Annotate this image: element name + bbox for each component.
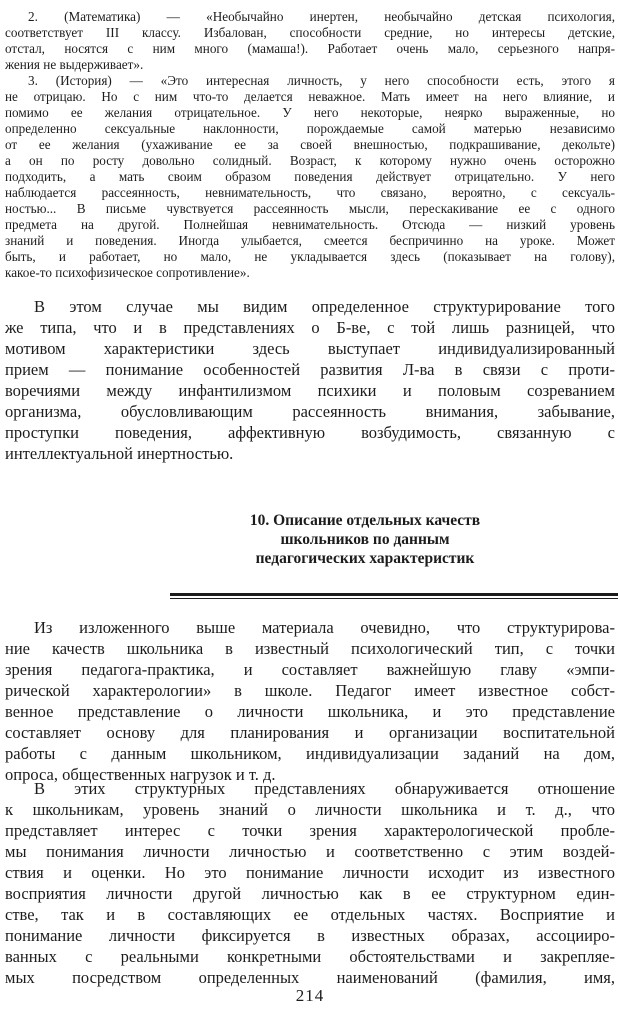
quote-line: 3. (История) — «Это интересная личность, у него способности есть, этого я [28,73,615,88]
quote-line: а он по росту довольно солидный. Возраст, к которому нужно очень осторожно [5,153,615,168]
quote-line: подходить, а мать своим образом поведения действует отрицательно. У него [5,169,615,184]
quote-line: наблюдается рассеянность, невнимательность, что связано, вероятно, с сексуаль- [5,185,615,200]
paragraph-line: понимание личности фиксируется в известных образах, ассоцииро- [5,926,615,945]
paragraph-line: рической характерологии» в школе. Педагог имеет известное собст- [5,681,615,700]
quote-line: от ее желания (ухаживание ее за своей внешностью, подкрашивание, декольте) [5,137,615,152]
quote-line: 2. (Математика) — «Необычайно инертен, необычайно детская психология, [28,9,615,24]
paragraph-line: прием — понимание особенностей развития Л-ва в связи с проти- [5,360,615,379]
quote-line: соответствует III классу. Избалован, способности средние, но интересы детские, [5,25,615,40]
paragraph-line: ствия и оценки. Но это понимание личности исходит из известного [5,863,615,882]
paragraph-line: интеллектуальной инертностью. [5,444,234,463]
quote-line: предмета на другой. Полнейшая невнимательность. Отсюда — низкий уровень [5,217,615,232]
heading-line: школьников по данным [280,531,450,548]
quote-line: отстал, носятся с ним много (мамаша!). Работает очень мало, серьезного напря- [5,41,615,56]
paragraph-line: зрения педагога-практика, и составляет важнейшую главу «эмпи- [5,660,615,679]
paragraph-line: В этих структурных представлениях обнаруживается отношение [34,779,615,798]
paragraph-line: венное представление о личности школьника, и это представление [5,702,615,721]
quote-line: помимо ее желания отрицательное. У него некоторые, неярко выраженные, но [5,105,615,120]
heading-rule-thick [170,593,618,596]
paragraph-line: же типа, что и в представлениях о Б-ве, с той лишь разницей, что [5,318,615,337]
quote-line: какое-то психофизическое сопротивление». [5,265,250,280]
paragraph-line: мы понимания личности личностью и соответственно с этим воздей- [5,842,615,861]
paragraph-line: ние качеств школьника в известный психологический тип, с точки [5,639,615,658]
paragraph-line: стве, так и в составляющих ее отдельных частях. Восприятие и [5,905,615,924]
heading-rule-thin [170,598,618,599]
page-number: 214 [295,986,325,1005]
quote-line: определенно сексуальные наклонности, порождаемые самой матерью независимо [5,121,615,136]
paragraph-line: мых посредством определенных наименований (фамилия, имя, [5,968,615,987]
paragraph-line: проступки поведения, аффективную возбудимость, связанную с [5,423,615,442]
paragraph-line: работы с данным школьником, индивидуализации заданий на дом, [5,744,615,763]
paragraph-line: Из изложенного выше материала очевидно, что структурирова- [34,618,615,637]
quote-line: знаний и поведения. Иногда улыбается, смеется беспричинно на уроке. Может [5,233,615,248]
quote-line: быть, и работает, но мало, не укладывается здесь (показывает на голову), [5,249,615,264]
paragraph-line: организма, обусловливающим рассеянность внимания, забывание, [5,402,615,421]
heading-line: 10. Описание отдельных качеств [249,512,481,529]
paragraph-line: воречиями между инфантилизмом психики и половым созреванием [5,381,615,400]
paragraph-line: ванных с реальными конкретными обстоятельствами и закрепляе- [5,947,615,966]
paragraph-line: опроса, общественных нагрузок и т. д. [5,765,276,784]
paragraph-line: представляет интерес с точки зрения характерологической пробле- [5,821,615,840]
paragraph-line: составляет основу для планирования и организации воспитательной [5,723,615,742]
paragraph-line: мотивом характеристики здесь выступает индивидуализированный [5,339,615,358]
section-heading [200,511,530,568]
quote-line: жения не выдерживает». [5,57,144,72]
paragraph-line: В этом случае мы видим определенное структурирование того [34,297,615,316]
paragraph-line: к школьникам, уровень знаний о личности школьника и т. д., что [5,800,615,819]
heading-line: педагогических характеристик [255,550,475,567]
quote-line: ностью... В письме чувствуется рассеянность мысли, перескакивание ее с одного [5,201,615,216]
quote-line: не отрицаю. Но с ним что-то делается неважное. Мать имеет на него влияние, и [5,89,615,104]
paragraph-line: восприятия личности другой личностью как в ее структурном един- [5,884,615,903]
